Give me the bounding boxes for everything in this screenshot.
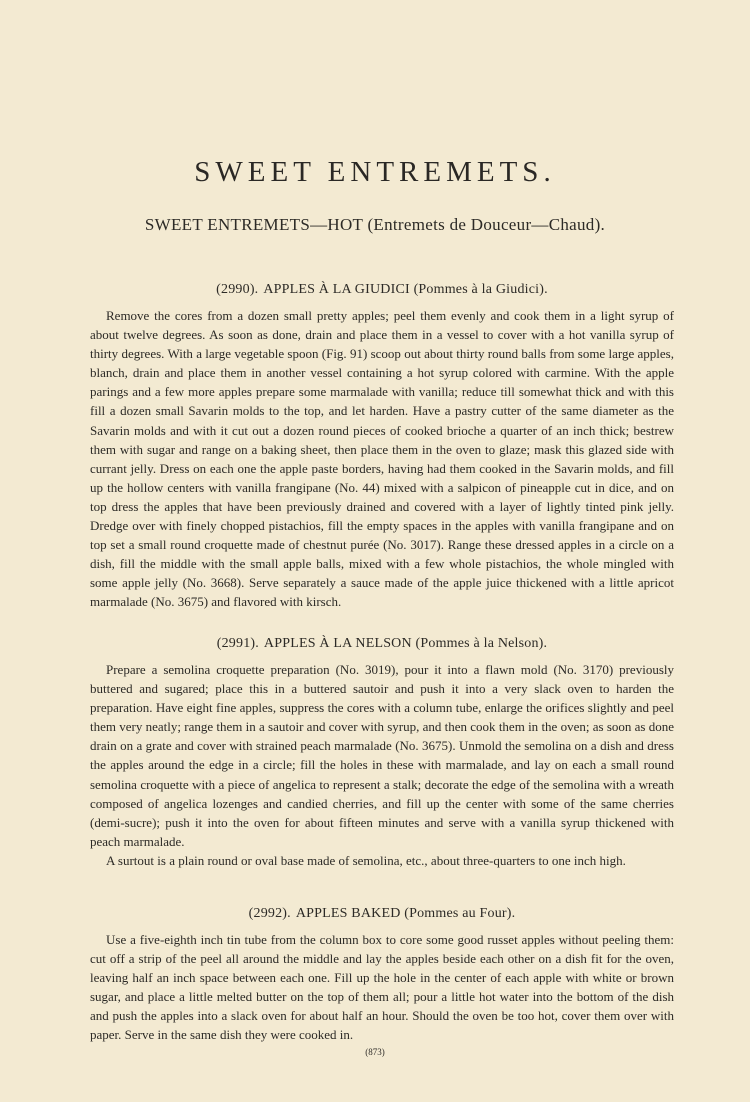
recipe-paragraph: Remove the cores from a dozen small pretty apples; peel them evenly and cook them in a light syrup of about twelve degrees. As soon as done, drain and place them in a vessel to cover with a hot vanilla syrup of thirty degrees. With a large vegetable spoon (Fig. 91) scoop out about thirty round balls from some large apples, blanch, drain and place them in another vessel containing a hot syrup colored with carmine. With the apple parings and a few more apples prepare some marmalade with vanilla; reduce till somewhat thick and with this fill a dozen small Savarin molds to the top, and let harden. Have a pastry cutter of the same diameter as the Savarin molds and with it cut out a dozen round pieces of cooked brioche a quarter of an inch thick; bestrew them with sugar and range on a baking sheet, then place them in the oven to glaze; mask this glazed side with currant jelly. Dress on each one the apple paste borders, having had them cooked in the Savarin molds, and fill up the hollow centers with vanilla frangipane (No. 44) mixed with a salpicon of pineapple cut in dice, and on top dress the apples that have been previously drained and covered with a layer of lightly tinted pink jelly. Dredge over with finely chopped pistachios, fill the empty spaces in the apples with vanilla frangipane and on top set a small round croquette made of chestnut purée (No. 3017). Range these dressed apples in a circle on a dish, fill the middle with the small apple balls, mixed with a few whole pistachios, the whole mingled with some apple jelly (No. 3668). Serve separately a sauce made of the apple juice thickened with a little apricot marmalade (No. 3675) and flavored with kirsch. xyxy=(90,308,674,610)
recipe-section xyxy=(90,282,674,612)
page-subtitle: SWEET ENTREMETS—HOT (Entremets de Douceur—Chaud). xyxy=(144,215,606,234)
recipe-title: APPLES À LA NELSON xyxy=(263,636,412,651)
recipe-paragraph: Prepare a semolina croquette preparation (No. 3019), pour it into a flawn mold (No. 3170) previously buttered and sugared; place this in a buttered sautoir and push it into a very slack oven to harden the preparation. Have eight fine apples, suppress the cores with a column tube, enlarge the orifices slightly and peel them very neatly; range them in a sautoir and cover with syrup, and then cook them in the oven; as soon as done drain on a grate and cover with strained peach marmalade (No. 3675). Unmold the semolina on a dish and dress the apples around the edge in a circle; fill the holes in these with marmalade, and lay on each a small round semolina croquette with a piece of angelica to represent a stalk; decorate the edge of the semolina with a wreath composed of angelica lozenges and candied cherries, and fill up the center with some of the same cherries (demi-sucre); push it into the oven for about fifteen minutes and serve with a vanilla syrup thickened with peach marmalade. xyxy=(90,662,674,849)
recipe-paragraph: Use a five-eighth inch tin tube from the column box to core some good russet apples without peeling them: cut off a strip of the peel all around the middle and lay the apples beside each other on a dish fit for the oven, leaving half an inch space between each one. Fill up the hole in the center of each apple with white or brown sugar, and place a little melted butter on the top of them all; pour a little hot water into the bottom of the dish and push the apples into a slack oven for about half an hour. Should the oven be too hot, cover them over with paper. Serve in the same dish they were cooked in. xyxy=(90,932,674,1043)
recipe-number: (2992). xyxy=(248,906,291,921)
recipe-number: (2990). xyxy=(216,282,259,297)
recipe-heading xyxy=(90,636,674,652)
recipe-number: (2991). xyxy=(216,636,259,651)
recipe-title: APPLES BAKED xyxy=(295,906,401,921)
recipe-section xyxy=(90,636,674,870)
recipe-heading xyxy=(90,282,674,298)
recipe-section xyxy=(90,906,674,1045)
page-number: (873) xyxy=(365,1047,385,1057)
recipe-paragraph: A surtout is a plain round or oval base made of semolina, etc., about three-quarters to one inch high. xyxy=(106,852,626,868)
recipe-french-title: (Pommes à la Giudici). xyxy=(413,282,548,297)
page-title: SWEET ENTREMETS. xyxy=(194,156,556,188)
recipe-title: APPLES À LA GIUDICI xyxy=(263,282,410,297)
recipe-french-title: (Pommes au Four). xyxy=(404,906,516,921)
recipe-french-title: (Pommes à la Nelson). xyxy=(415,636,548,651)
recipe-heading xyxy=(90,906,674,922)
